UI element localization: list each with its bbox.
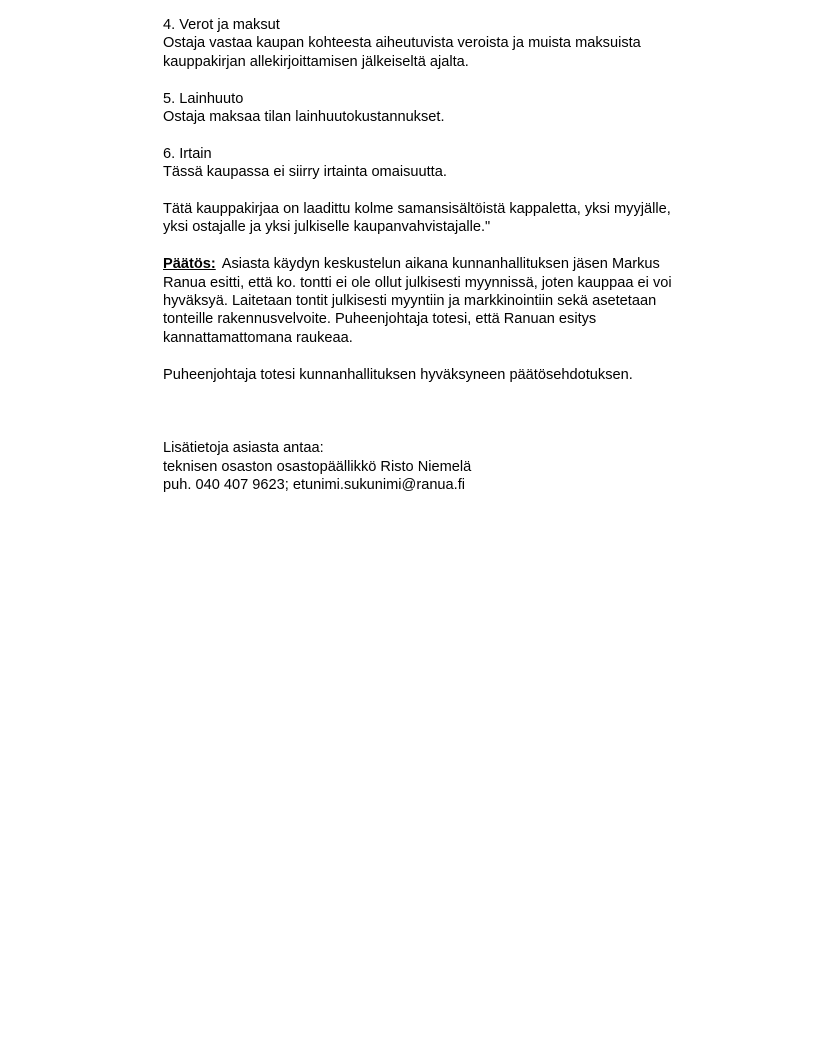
decision-text-line: kannattamattomana raukeaa.	[163, 329, 353, 346]
copies-note-line: yksi ostajalle ja yksi julkiselle kaupanvahvistajalle."	[163, 219, 491, 236]
section-movables	[163, 145, 763, 182]
contact-intro: Lisätietoja asiasta antaa:	[163, 440, 324, 457]
section-text: Ostaja vastaa kaupan kohteesta aiheutuvista veroista ja muista maksuista	[163, 35, 641, 52]
spacer	[163, 402, 763, 439]
decision-label: Päätös:	[163, 256, 216, 273]
decision-block	[163, 255, 763, 347]
conclusion-text: Puheenjohtaja totesi kunnanhallituksen hyväksyneen päätösehdotuksen.	[163, 366, 633, 383]
section-text: kauppakirjan allekirjoittamisen jälkeiseltä ajalta.	[163, 53, 469, 70]
section-text: Tässä kaupassa ei siirry irtainta omaisuutta.	[163, 164, 447, 181]
decision-text: Asiasta käydyn keskustelun aikana kunnanhallituksen jäsen Markus	[221, 256, 660, 273]
copies-note-line: Tätä kauppakirjaa on laadittu kolme samansisältöistä kappaletta, yksi myyjälle,	[163, 201, 671, 218]
decision-text-line: hyväksyä. Laitetaan tontit julkisesti myyntiin ja markkinointiin sekä asetetaan	[163, 293, 657, 310]
section-title-registration	[163, 90, 763, 127]
decision-text-line: tonteille rakennusvelvoite. Puheenjohtaja totesi, että Ranuan esitys	[163, 311, 597, 328]
section-heading: 6. Irtain	[163, 145, 212, 162]
contact-details: puh. 040 407 9623; etunimi.sukunimi@ranua.fi	[163, 477, 466, 494]
copies-note	[163, 200, 763, 237]
contact-person: teknisen osaston osastopäällikkö Risto Niemelä	[163, 458, 472, 475]
decision-first-line	[163, 255, 763, 273]
section-taxes	[163, 16, 763, 71]
section-text: Ostaja maksaa tilan lainhuutokustannukset.	[163, 109, 445, 126]
decision-text-line: Ranua esitti, että ko. tontti ei ole ollut julkisesti myynnissä, joten kauppaa ei voi	[163, 274, 672, 291]
section-heading: 4. Verot ja maksut	[163, 17, 280, 33]
contact-block	[163, 439, 763, 494]
section-heading: 5. Lainhuuto	[163, 90, 244, 107]
document-page	[163, 16, 763, 513]
conclusion	[163, 366, 763, 384]
